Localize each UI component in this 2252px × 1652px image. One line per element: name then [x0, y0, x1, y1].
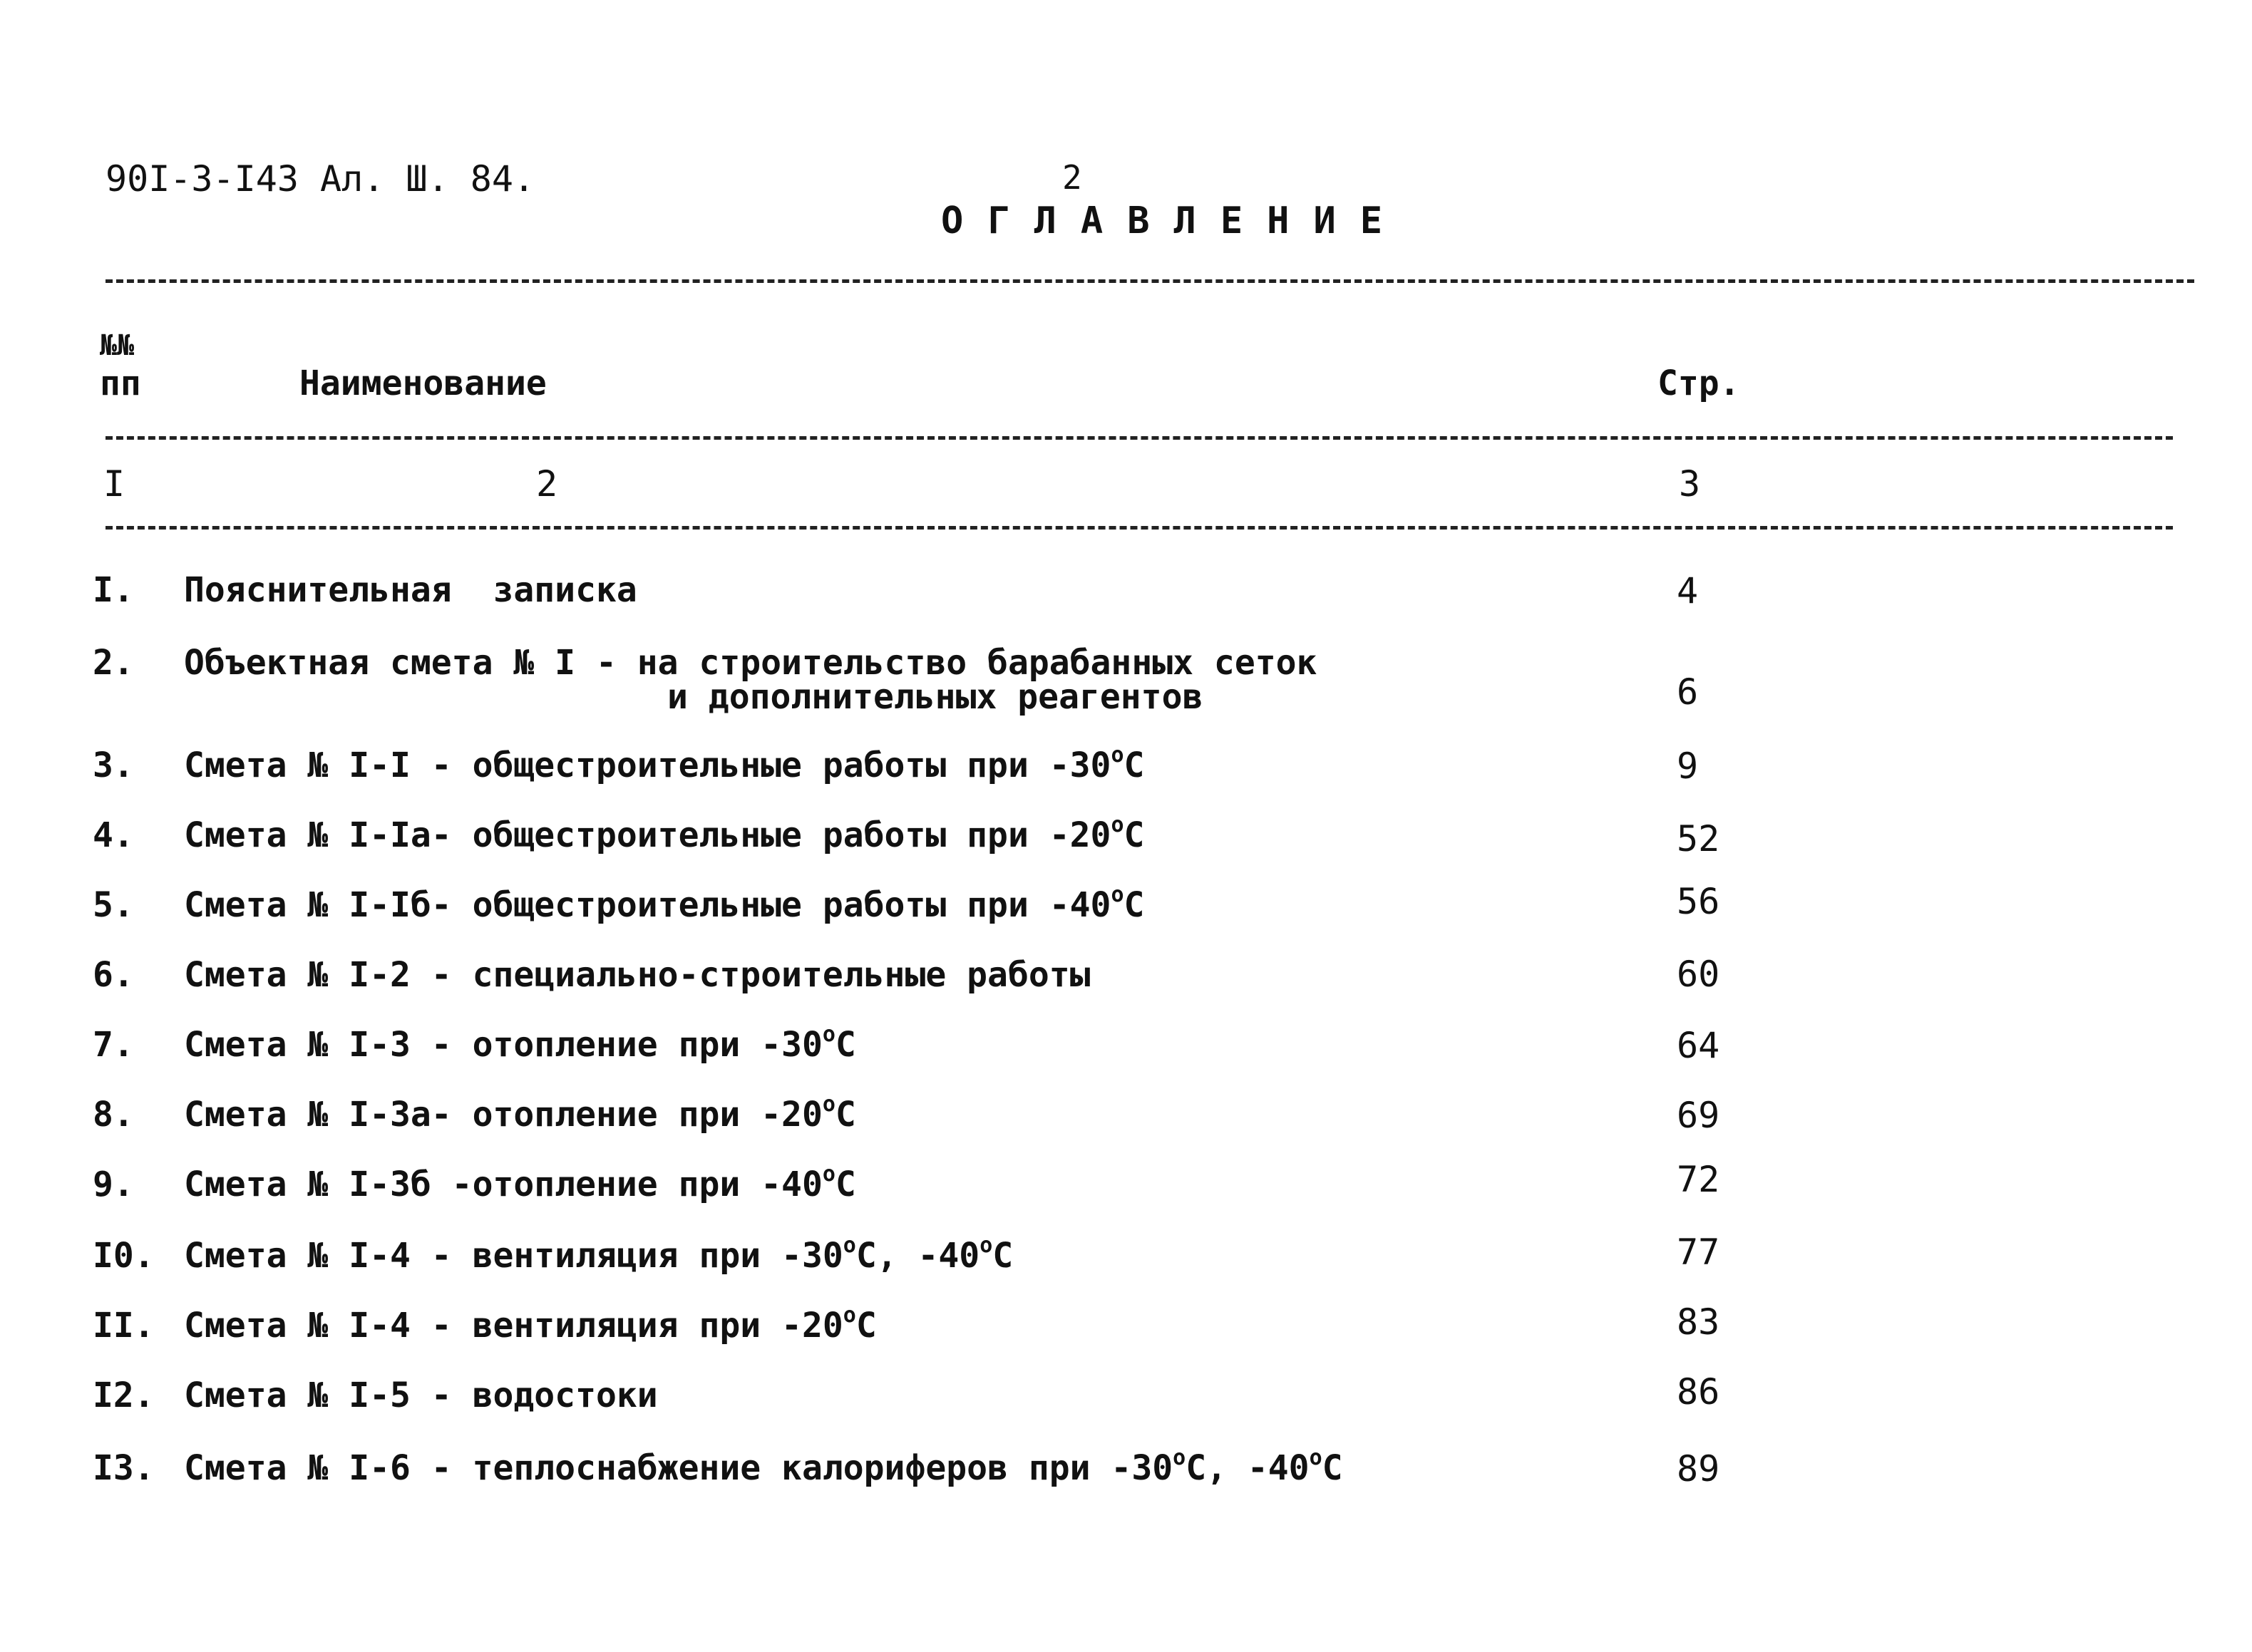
toc-row-title: Смета № I-Iб- общестроительные работы при $-40^оС$ — [184, 882, 1145, 925]
toc-row-number: 2. — [93, 643, 134, 683]
toc-row-page: 72 — [1677, 1159, 1720, 1200]
toc-row-title: Объектная смета № I - на строительство барабанных сеток — [184, 643, 1317, 683]
column-number-3: 3 — [1679, 463, 1701, 505]
toc-row-number: I3. — [93, 1448, 155, 1488]
toc-row-number: I0. — [93, 1236, 155, 1276]
toc-row-page: 86 — [1677, 1371, 1720, 1413]
toc-row-title: Смета № I-5 - водостоки — [184, 1375, 658, 1415]
divider-top — [106, 279, 2194, 283]
toc-row-number: I2. — [93, 1375, 155, 1415]
toc-row-number: 4. — [93, 815, 134, 855]
toc-row-number: 6. — [93, 955, 134, 995]
toc-row-page: 83 — [1677, 1301, 1720, 1343]
divider-column-numbers — [106, 526, 2173, 530]
toc-row-page: 69 — [1677, 1095, 1720, 1136]
header-number-line2: пп — [100, 363, 141, 403]
toc-row-title: Смета № I-3б -отопление при $-40^оС$ — [184, 1162, 856, 1204]
toc-row-title: Смета № I-Iа- общестроительные работы при $-20^оС$ — [184, 812, 1145, 855]
toc-row-title: Смета № I-4 - вентиляция при $-30^оС$, $-40^оС$ — [184, 1233, 1014, 1276]
toc-row-title: Смета № I-3 - отопление при $-30^оС$ — [184, 1022, 856, 1065]
toc-row-title: Смета № I-4 - вентиляция при $-20^оС$ — [184, 1303, 877, 1346]
toc-row-title: Смета № I-3а- отопление при $-20^оС$ — [184, 1092, 856, 1135]
toc-row-page: 77 — [1677, 1232, 1720, 1273]
toc-row-number: 5. — [93, 885, 134, 925]
toc-row-page: 64 — [1677, 1025, 1720, 1066]
toc-row-number: I. — [93, 570, 134, 610]
page-number: 2 — [1062, 158, 1082, 197]
toc-row-number: 3. — [93, 745, 134, 785]
column-number-2: 2 — [536, 463, 558, 505]
page-title: ОГЛАВЛЕНИЕ — [941, 200, 1407, 242]
toc-row-title-continued: и дополнительных реагентов — [667, 677, 1203, 717]
toc-row-page: 56 — [1677, 881, 1720, 922]
toc-row-title: Смета № I-6 - теплоснабжение калориферов при $-30^оС$, $-40^оС$ — [184, 1445, 1343, 1488]
toc-row-number: 7. — [93, 1025, 134, 1065]
toc-row-title: Пояснительная записка — [184, 570, 637, 610]
toc-row-page: 4 — [1677, 570, 1699, 611]
header-number-line1: №№ — [100, 329, 135, 362]
toc-row-page: 89 — [1677, 1448, 1720, 1490]
divider-header — [106, 436, 2173, 440]
toc-row-page: 6 — [1677, 671, 1699, 713]
toc-row-page: 52 — [1677, 818, 1720, 859]
toc-row-number: II. — [93, 1306, 155, 1346]
toc-row-title: Смета № I-I - общестроительные работы при $-30^оС$ — [184, 743, 1145, 785]
toc-row-title: Смета № I-2 - специально-строительные работы — [184, 955, 1091, 995]
column-number-1: I — [103, 463, 125, 505]
header-name: Наименование — [299, 363, 547, 403]
toc-row-page: 9 — [1677, 745, 1699, 787]
header-page: Стр. — [1657, 363, 1740, 403]
toc-row-number: 8. — [93, 1095, 134, 1135]
toc-row-number: 9. — [93, 1165, 134, 1204]
toc-row-page: 60 — [1677, 954, 1720, 995]
document-code: 90I-3-I43 Ал. Ш. 84. — [106, 158, 535, 200]
